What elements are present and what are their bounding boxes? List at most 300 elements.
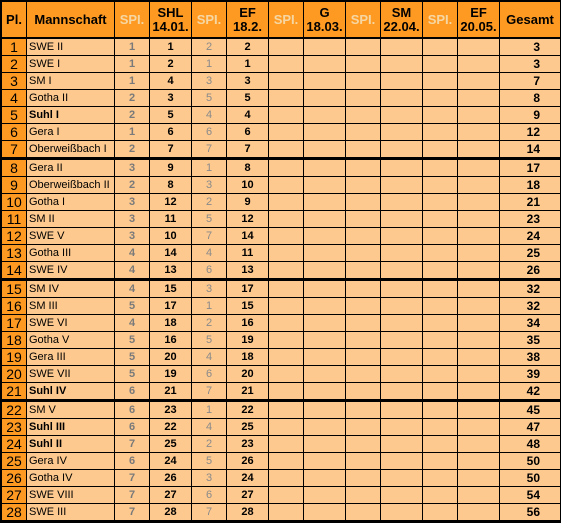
place-cell: 15 <box>2 280 27 298</box>
ef2-cell <box>458 504 500 521</box>
table-row <box>2 487 561 504</box>
table-row <box>2 504 561 521</box>
spi-cell <box>346 228 381 245</box>
ef2-cell <box>458 349 500 366</box>
spi-cell: 3 <box>192 470 227 487</box>
spi-cell <box>423 504 458 521</box>
spi-cell: 2 <box>115 177 150 194</box>
total-cell: 23 <box>500 211 561 228</box>
place-cell: 27 <box>2 487 27 504</box>
spi-cell: 4 <box>192 419 227 436</box>
spi-cell <box>346 124 381 141</box>
spi-cell <box>269 436 304 453</box>
shl-cell: 4 <box>150 73 192 90</box>
spi-cell <box>269 177 304 194</box>
spi-cell: 1 <box>192 298 227 315</box>
team-cell: SM V <box>27 401 115 419</box>
spi-cell <box>346 56 381 73</box>
spi-cell <box>423 401 458 419</box>
total-cell: 48 <box>500 436 561 453</box>
spi-cell <box>346 487 381 504</box>
g-cell <box>304 141 346 159</box>
spi-cell <box>346 401 381 419</box>
spi-cell <box>423 332 458 349</box>
table-row <box>2 38 561 56</box>
spi-cell <box>346 38 381 56</box>
header-gesamt: Gesamt <box>500 2 561 39</box>
ef2-cell <box>458 262 500 280</box>
g-cell <box>304 38 346 56</box>
sm-cell <box>381 470 423 487</box>
g-cell <box>304 90 346 107</box>
spi-cell: 7 <box>115 436 150 453</box>
place-cell: 10 <box>2 194 27 211</box>
ef-cell: 10 <box>227 177 269 194</box>
spi-cell <box>423 280 458 298</box>
sm-cell <box>381 298 423 315</box>
spi-cell: 7 <box>115 487 150 504</box>
total-cell: 39 <box>500 366 561 383</box>
spi-cell <box>423 211 458 228</box>
total-cell: 47 <box>500 419 561 436</box>
ef2-cell <box>458 194 500 211</box>
sm-cell <box>381 159 423 177</box>
table-row <box>2 245 561 262</box>
spi-cell <box>269 487 304 504</box>
spi-cell <box>423 38 458 56</box>
spi-cell: 7 <box>192 228 227 245</box>
shl-cell: 24 <box>150 453 192 470</box>
spi-cell: 5 <box>115 366 150 383</box>
spi-cell <box>423 124 458 141</box>
ef-cell: 17 <box>227 280 269 298</box>
table-row <box>2 177 561 194</box>
sm-cell <box>381 262 423 280</box>
spi-cell <box>269 470 304 487</box>
table-row <box>2 315 561 332</box>
spi-cell: 6 <box>115 401 150 419</box>
g-cell <box>304 124 346 141</box>
spi-cell <box>346 159 381 177</box>
table-row <box>2 349 561 366</box>
ef2-cell <box>458 366 500 383</box>
spi-cell <box>269 73 304 90</box>
sm-cell <box>381 401 423 419</box>
ef2-cell <box>458 56 500 73</box>
g-cell <box>304 383 346 401</box>
spi-cell: 5 <box>192 90 227 107</box>
g-cell <box>304 401 346 419</box>
header-spi-2: SPI. <box>192 2 227 39</box>
g-cell <box>304 504 346 521</box>
spi-cell: 6 <box>115 453 150 470</box>
total-cell: 8 <box>500 90 561 107</box>
shl-cell: 1 <box>150 38 192 56</box>
ef-cell: 19 <box>227 332 269 349</box>
spi-cell: 5 <box>192 453 227 470</box>
table-row <box>2 280 561 298</box>
spi-cell: 5 <box>192 211 227 228</box>
spi-cell <box>269 280 304 298</box>
spi-cell <box>346 107 381 124</box>
shl-cell: 19 <box>150 366 192 383</box>
spi-cell: 5 <box>115 298 150 315</box>
table-row <box>2 124 561 141</box>
place-cell: 6 <box>2 124 27 141</box>
ef2-cell <box>458 332 500 349</box>
team-cell: SWE III <box>27 504 115 521</box>
g-cell <box>304 487 346 504</box>
shl-cell: 25 <box>150 436 192 453</box>
spi-cell: 2 <box>115 107 150 124</box>
ef2-cell <box>458 419 500 436</box>
spi-cell <box>269 366 304 383</box>
spi-cell <box>423 383 458 401</box>
place-cell: 4 <box>2 90 27 107</box>
spi-cell <box>346 504 381 521</box>
shl-cell: 21 <box>150 383 192 401</box>
table-row <box>2 383 561 401</box>
place-cell: 3 <box>2 73 27 90</box>
g-cell <box>304 245 346 262</box>
table-row <box>2 107 561 124</box>
sm-cell <box>381 194 423 211</box>
spi-cell: 4 <box>115 262 150 280</box>
g-cell <box>304 419 346 436</box>
table-row <box>2 90 561 107</box>
spi-cell <box>346 177 381 194</box>
spi-cell <box>269 453 304 470</box>
ef-cell: 2 <box>227 38 269 56</box>
table-row <box>2 298 561 315</box>
ef2-cell <box>458 453 500 470</box>
spi-cell: 1 <box>115 73 150 90</box>
spi-cell: 4 <box>115 315 150 332</box>
sm-cell <box>381 141 423 159</box>
place-cell: 24 <box>2 436 27 453</box>
spi-cell <box>346 211 381 228</box>
shl-cell: 9 <box>150 159 192 177</box>
shl-cell: 16 <box>150 332 192 349</box>
place-cell: 1 <box>2 38 27 56</box>
spi-cell: 6 <box>192 487 227 504</box>
shl-cell: 26 <box>150 470 192 487</box>
place-cell: 17 <box>2 315 27 332</box>
team-cell: Suhl I <box>27 107 115 124</box>
table-row <box>2 470 561 487</box>
ef-cell: 14 <box>227 228 269 245</box>
spi-cell <box>269 124 304 141</box>
spi-cell: 2 <box>192 38 227 56</box>
spi-cell <box>346 298 381 315</box>
spi-cell <box>269 194 304 211</box>
spi-cell: 6 <box>192 262 227 280</box>
spi-cell <box>269 38 304 56</box>
spi-cell <box>423 159 458 177</box>
place-cell: 7 <box>2 141 27 159</box>
team-cell: Oberweißbach I <box>27 141 115 159</box>
shl-cell: 18 <box>150 315 192 332</box>
ef-cell: 6 <box>227 124 269 141</box>
spi-cell <box>346 470 381 487</box>
total-cell: 17 <box>500 159 561 177</box>
sm-cell <box>381 73 423 90</box>
spi-cell <box>269 419 304 436</box>
g-cell <box>304 262 346 280</box>
sm-cell <box>381 332 423 349</box>
ef-cell: 21 <box>227 383 269 401</box>
ef2-cell <box>458 38 500 56</box>
team-cell: Gotha II <box>27 90 115 107</box>
header-row <box>2 2 561 39</box>
spi-cell <box>423 194 458 211</box>
ef-cell: 26 <box>227 453 269 470</box>
ef2-cell <box>458 315 500 332</box>
ef2-cell <box>458 90 500 107</box>
spi-cell: 3 <box>192 280 227 298</box>
sm-cell <box>381 419 423 436</box>
ef2-cell <box>458 141 500 159</box>
spi-cell <box>346 436 381 453</box>
team-cell: SWE II <box>27 38 115 56</box>
sm-cell <box>381 245 423 262</box>
spi-cell <box>346 349 381 366</box>
spi-cell: 5 <box>192 332 227 349</box>
ef-cell: 18 <box>227 349 269 366</box>
team-cell: Gotha III <box>27 245 115 262</box>
place-cell: 2 <box>2 56 27 73</box>
shl-cell: 10 <box>150 228 192 245</box>
team-cell: SWE I <box>27 56 115 73</box>
shl-cell: 17 <box>150 298 192 315</box>
ef-cell: 7 <box>227 141 269 159</box>
total-cell: 56 <box>500 504 561 521</box>
table-row <box>2 436 561 453</box>
team-cell: SWE VI <box>27 315 115 332</box>
header-ef-1: EF 18.2. <box>227 2 269 39</box>
spi-cell <box>346 73 381 90</box>
spi-cell <box>269 211 304 228</box>
team-cell: SWE V <box>27 228 115 245</box>
spi-cell: 4 <box>115 245 150 262</box>
shl-cell: 12 <box>150 194 192 211</box>
ef2-cell <box>458 383 500 401</box>
standings-table <box>1 1 561 521</box>
sm-cell <box>381 56 423 73</box>
spi-cell: 5 <box>115 349 150 366</box>
spi-cell: 7 <box>115 470 150 487</box>
team-cell: SM I <box>27 73 115 90</box>
spi-cell: 3 <box>192 177 227 194</box>
ef-cell: 15 <box>227 298 269 315</box>
spi-cell: 1 <box>192 401 227 419</box>
total-cell: 7 <box>500 73 561 90</box>
spi-cell: 6 <box>192 124 227 141</box>
total-cell: 54 <box>500 487 561 504</box>
place-cell: 28 <box>2 504 27 521</box>
spi-cell <box>346 280 381 298</box>
total-cell: 3 <box>500 56 561 73</box>
total-cell: 24 <box>500 228 561 245</box>
spi-cell <box>423 90 458 107</box>
g-cell <box>304 470 346 487</box>
spi-cell: 1 <box>192 56 227 73</box>
g-cell <box>304 298 346 315</box>
header-shl: SHL 14.01. <box>150 2 192 39</box>
table-row <box>2 262 561 280</box>
sm-cell <box>381 487 423 504</box>
spi-cell <box>423 470 458 487</box>
ef-cell: 27 <box>227 487 269 504</box>
spi-cell: 6 <box>115 419 150 436</box>
spi-cell: 2 <box>192 194 227 211</box>
spi-cell: 6 <box>115 383 150 401</box>
ef-cell: 9 <box>227 194 269 211</box>
shl-cell: 2 <box>150 56 192 73</box>
place-cell: 9 <box>2 177 27 194</box>
team-cell: Suhl III <box>27 419 115 436</box>
total-cell: 14 <box>500 141 561 159</box>
table-row <box>2 194 561 211</box>
ef2-cell <box>458 487 500 504</box>
spi-cell: 4 <box>192 349 227 366</box>
ef-cell: 28 <box>227 504 269 521</box>
spi-cell <box>269 315 304 332</box>
spi-cell: 2 <box>192 315 227 332</box>
place-cell: 12 <box>2 228 27 245</box>
ef2-cell <box>458 124 500 141</box>
sm-cell <box>381 228 423 245</box>
spi-cell <box>269 228 304 245</box>
ef2-cell <box>458 298 500 315</box>
team-cell: Gera I <box>27 124 115 141</box>
spi-cell <box>346 245 381 262</box>
spi-cell <box>346 383 381 401</box>
spi-cell: 2 <box>115 141 150 159</box>
team-cell: Gotha I <box>27 194 115 211</box>
header-spi-5: SPI. <box>423 2 458 39</box>
ef-cell: 12 <box>227 211 269 228</box>
team-cell: SM II <box>27 211 115 228</box>
spi-cell: 3 <box>192 73 227 90</box>
spi-cell <box>269 56 304 73</box>
place-cell: 23 <box>2 419 27 436</box>
ef-cell: 22 <box>227 401 269 419</box>
team-cell: Gera IV <box>27 453 115 470</box>
spi-cell <box>423 56 458 73</box>
place-cell: 13 <box>2 245 27 262</box>
table-row <box>2 56 561 73</box>
spi-cell <box>423 177 458 194</box>
ef-cell: 5 <box>227 90 269 107</box>
table-row <box>2 211 561 228</box>
spi-cell <box>423 487 458 504</box>
team-cell: SM IV <box>27 280 115 298</box>
team-cell: Gera III <box>27 349 115 366</box>
spi-cell <box>423 228 458 245</box>
spi-cell: 3 <box>115 228 150 245</box>
ef-cell: 8 <box>227 159 269 177</box>
sm-cell <box>381 38 423 56</box>
g-cell <box>304 107 346 124</box>
team-cell: SWE VII <box>27 366 115 383</box>
place-cell: 18 <box>2 332 27 349</box>
total-cell: 42 <box>500 383 561 401</box>
shl-cell: 13 <box>150 262 192 280</box>
spi-cell: 7 <box>192 504 227 521</box>
spi-cell: 7 <box>192 383 227 401</box>
shl-cell: 28 <box>150 504 192 521</box>
spi-cell <box>269 262 304 280</box>
sm-cell <box>381 383 423 401</box>
ef2-cell <box>458 470 500 487</box>
spi-cell: 3 <box>115 194 150 211</box>
sm-cell <box>381 349 423 366</box>
spi-cell <box>423 349 458 366</box>
spi-cell <box>269 349 304 366</box>
g-cell <box>304 315 346 332</box>
spi-cell: 1 <box>192 159 227 177</box>
header-spi-1: SPI. <box>115 2 150 39</box>
header-sm: SM 22.04. <box>381 2 423 39</box>
place-cell: 20 <box>2 366 27 383</box>
ef2-cell <box>458 73 500 90</box>
spi-cell: 7 <box>192 141 227 159</box>
spi-cell <box>346 453 381 470</box>
spi-cell <box>346 332 381 349</box>
table-row <box>2 141 561 159</box>
shl-cell: 14 <box>150 245 192 262</box>
spi-cell: 5 <box>115 332 150 349</box>
place-cell: 8 <box>2 159 27 177</box>
sm-cell <box>381 107 423 124</box>
ef-cell: 24 <box>227 470 269 487</box>
header-spi-3: SPI. <box>269 2 304 39</box>
ef2-cell <box>458 159 500 177</box>
spi-cell: 1 <box>115 56 150 73</box>
ef-cell: 11 <box>227 245 269 262</box>
spi-cell: 3 <box>115 211 150 228</box>
shl-cell: 15 <box>150 280 192 298</box>
spi-cell <box>423 419 458 436</box>
total-cell: 26 <box>500 262 561 280</box>
team-cell: Gotha V <box>27 332 115 349</box>
ef2-cell <box>458 177 500 194</box>
total-cell: 45 <box>500 401 561 419</box>
spi-cell <box>423 107 458 124</box>
ef-cell: 1 <box>227 56 269 73</box>
place-cell: 16 <box>2 298 27 315</box>
total-cell: 12 <box>500 124 561 141</box>
spi-cell <box>346 366 381 383</box>
spi-cell: 1 <box>115 124 150 141</box>
total-cell: 32 <box>500 280 561 298</box>
g-cell <box>304 228 346 245</box>
table-row <box>2 159 561 177</box>
spi-cell: 1 <box>115 38 150 56</box>
spi-cell: 4 <box>192 245 227 262</box>
spi-cell <box>269 90 304 107</box>
sm-cell <box>381 177 423 194</box>
sm-cell <box>381 366 423 383</box>
place-cell: 22 <box>2 401 27 419</box>
table-row <box>2 366 561 383</box>
shl-cell: 7 <box>150 141 192 159</box>
spi-cell <box>269 141 304 159</box>
shl-cell: 27 <box>150 487 192 504</box>
total-cell: 18 <box>500 177 561 194</box>
spi-cell: 4 <box>115 280 150 298</box>
